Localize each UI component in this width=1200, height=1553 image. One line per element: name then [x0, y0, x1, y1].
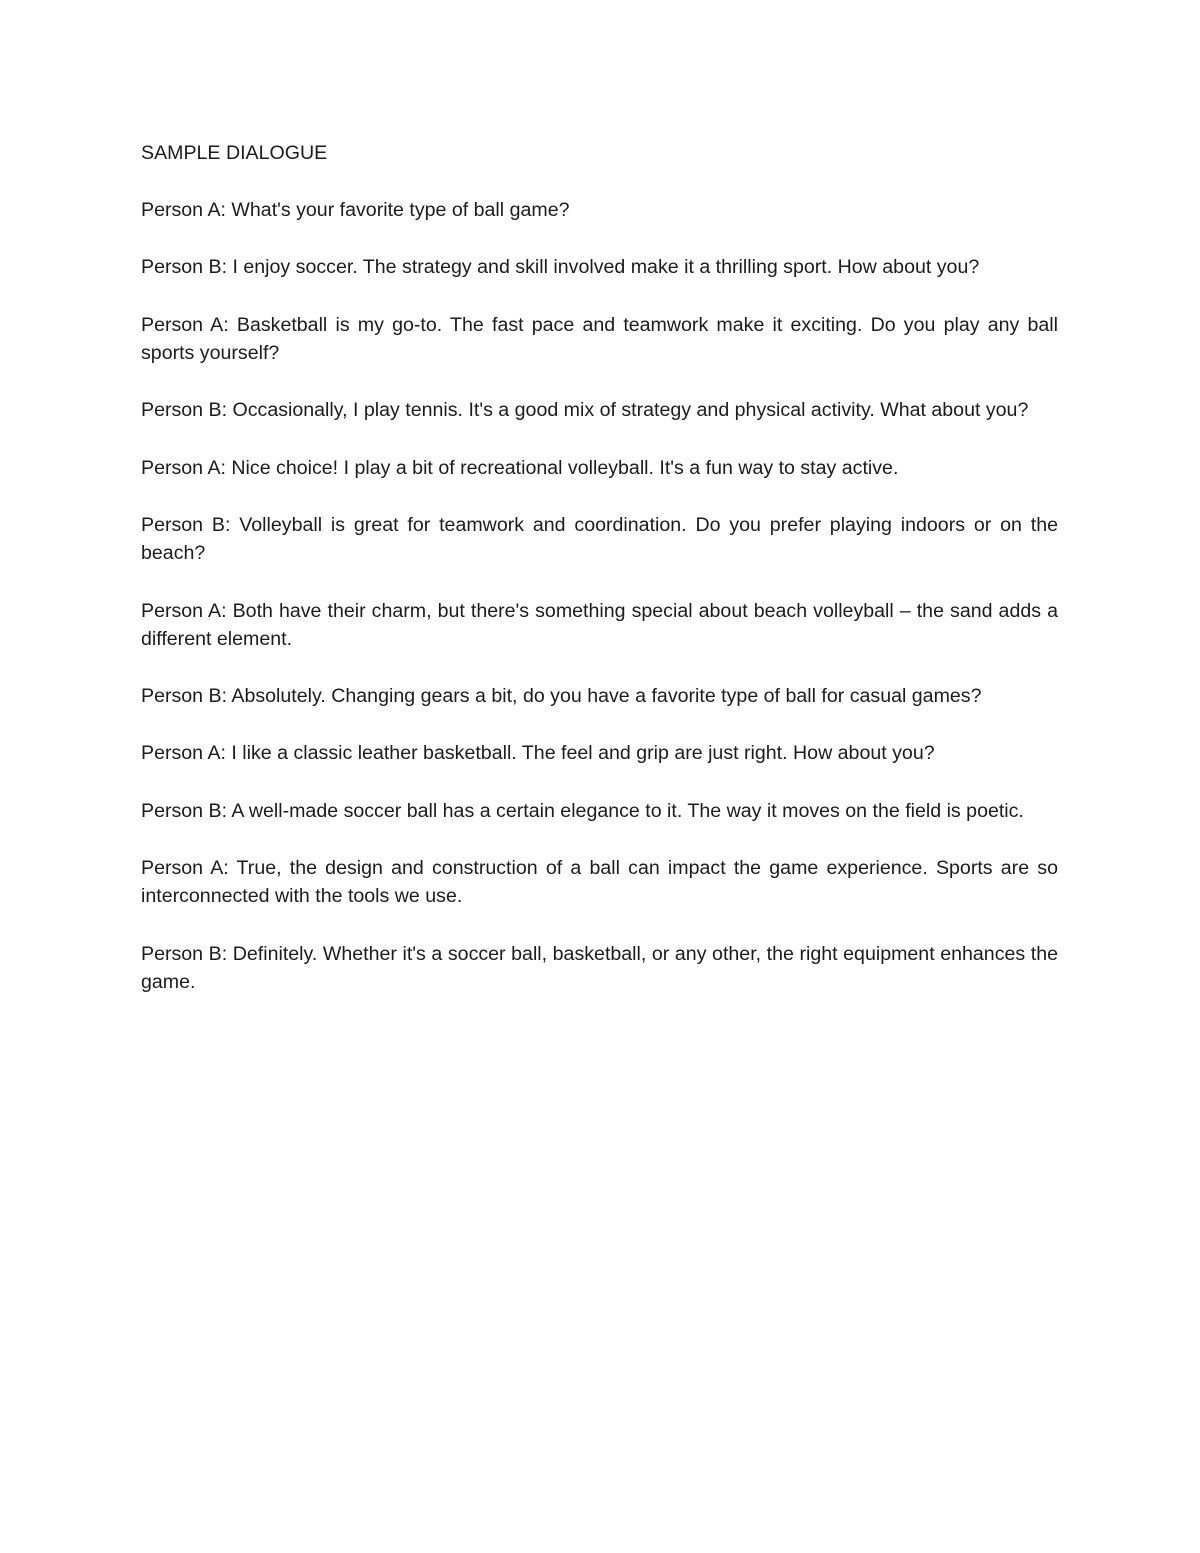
document-title: SAMPLE DIALOGUE [141, 142, 328, 164]
dialogue-line: Person B: I enjoy soccer. The strategy and skill involved make it a thrilling sport. How about you? [141, 256, 980, 279]
dialogue-line: Person B: Definitely. Whether it's a soccer ball, basketball, or any other, the right equipment enhances the game. [141, 942, 1058, 994]
dialogue-line: Person B: Volleyball is great for teamwork and coordination. Do you prefer playing indoors or on the beach? [141, 513, 1058, 565]
dialogue-line: Person B: A well-made soccer ball has a certain elegance to it. The way it moves on the field is poetic. [141, 799, 1024, 822]
dialogue-line: Person A: I like a classic leather basketball. The feel and grip are just right. How about you? [141, 742, 935, 765]
dialogue-line: Person B: Occasionally, I play tennis. It's a good mix of strategy and physical activity. What about you? [141, 399, 1029, 422]
dialogue-line: Person A: True, the design and construction of a ball can impact the game experience. Sports are so interconnected with the tools we use. [141, 856, 1058, 908]
dialogue-line: Person A: Nice choice! I play a bit of recreational volleyball. It's a fun way to stay active. [141, 456, 899, 479]
dialogue-line: Person B: Absolutely. Changing gears a bit, do you have a favorite type of ball for casual games? [141, 685, 982, 708]
document-body [141, 139, 1058, 1025]
dialogue-line: Person A: Both have their charm, but there's something special about beach volleyball – the sand adds a different element. [141, 599, 1058, 651]
dialogue-line: Person A: What's your favorite type of ball game? [141, 199, 570, 222]
dialogue-line: Person A: Basketball is my go-to. The fast pace and teamwork make it exciting. Do you play any ball sports yourself? [141, 313, 1058, 365]
